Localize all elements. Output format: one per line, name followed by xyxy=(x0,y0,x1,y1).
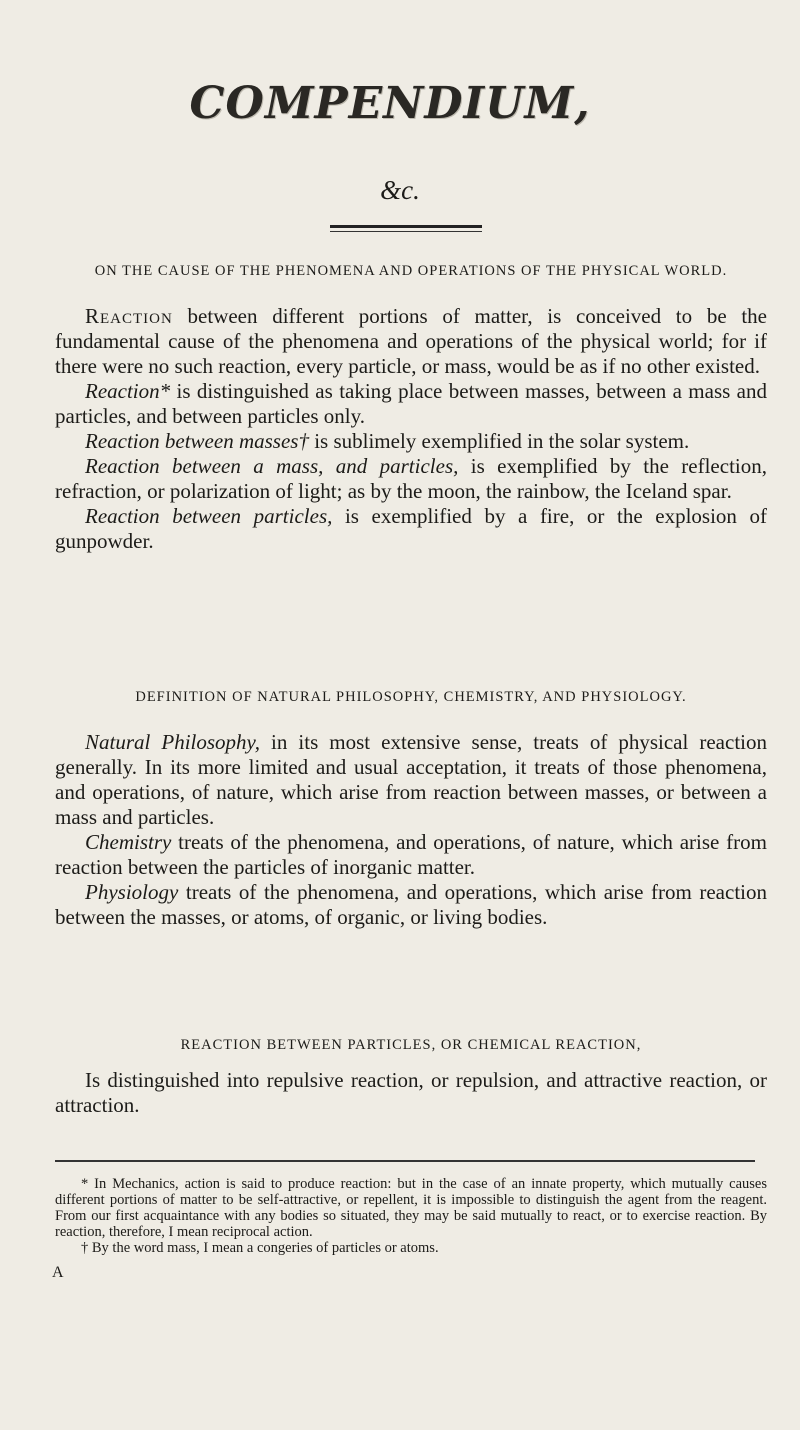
term: Reaction* xyxy=(85,379,171,403)
term: Reaction between a mass, and particles, xyxy=(85,454,459,478)
section-definitions-body xyxy=(55,730,767,930)
footnotes xyxy=(55,1176,767,1256)
paragraph-text: is distinguished as taking place between masses, between a mass and particles, and between particles only. xyxy=(55,379,767,428)
footnote: † By the word mass, I mean a congeries of particles or atoms. xyxy=(81,1240,439,1256)
title-rule-thick xyxy=(330,225,482,228)
paragraph xyxy=(55,454,767,504)
signature-mark: A xyxy=(52,1264,64,1281)
section-heading: REACTION BETWEEN PARTICLES, OR CHEMICAL REACTION, xyxy=(180,1037,642,1053)
title-etc: &c. xyxy=(380,175,420,205)
section-definitions xyxy=(55,688,767,706)
paragraph-text: treats of the phenomena, and operations, of nature, which arise from reaction between the particles of inorganic matter. xyxy=(55,830,767,879)
section-physical-world-body xyxy=(55,304,767,554)
paragraph-text: is exemplified by the reflection, refraction, or polarization of light; as by the moon, the rainbow, the Iceland spar. xyxy=(55,454,767,503)
paragraph-text: is sublimely exemplified in the solar system. xyxy=(308,429,690,453)
term: Natural Philosophy, xyxy=(85,730,260,754)
paragraph xyxy=(55,379,767,429)
paragraph xyxy=(55,504,767,554)
term: Reaction between masses† xyxy=(85,429,309,453)
paragraph-text: is exemplified by a fire, or the explosion of gunpowder. xyxy=(55,504,767,553)
paragraph: Is distinguished into repulsive reaction, or repulsion, and attractive reaction, or attraction. xyxy=(55,1068,767,1117)
paragraph xyxy=(55,880,767,930)
footnote: * In Mechanics, action is said to produce reaction: but in the case of an innate property, which mutually causes different portions of matter to be self-attractive, or repellent, it is impossible to distinguish the agent from the reagent. From our first acquaintance with any bodies so situated, they may be said mutually to react, or to exercise reaction. By reaction, therefore, I mean reciprocal action. xyxy=(55,1176,767,1240)
page-title: COMPENDIUM, xyxy=(189,78,591,129)
paragraph xyxy=(55,304,767,379)
term: Physiology xyxy=(85,880,179,904)
section-chemical-reaction xyxy=(55,1036,767,1054)
lead-word: Reaction xyxy=(85,304,173,328)
section-physical-world xyxy=(55,262,767,280)
footnote-rule xyxy=(55,1160,755,1162)
term: Chemistry xyxy=(85,830,172,854)
paragraph-text: treats of the phenomena, and operations, which arise from reaction between the masses, or atoms, of organic, or living bodies. xyxy=(55,880,767,929)
paragraph xyxy=(55,429,767,454)
section-chemical-reaction-body xyxy=(55,1068,767,1118)
paragraph-text: between different portions of matter, is conceived to be the fundamental cause of the phenomena and operations of the physical world; for if there were no such reaction, every particle, or mass, would be as if no other existed. xyxy=(55,304,767,378)
paragraph-text: in its most extensive sense, treats of physical reaction generally. In its more limited and usual acceptation, it treats of those phenomena, and operations, of nature, which arise from reaction between masses, or between a mass and particles. xyxy=(55,730,767,829)
term: Reaction between particles, xyxy=(85,504,333,528)
paragraph xyxy=(55,830,767,880)
title-rule-thin xyxy=(330,231,482,232)
section-heading: ON THE CAUSE OF THE PHENOMENA AND OPERATIONS OF THE PHYSICAL WORLD. xyxy=(94,263,728,279)
paragraph xyxy=(55,730,767,830)
section-heading: DEFINITION OF NATURAL PHILOSOPHY, CHEMISTRY, AND PHYSIOLOGY. xyxy=(135,689,687,705)
